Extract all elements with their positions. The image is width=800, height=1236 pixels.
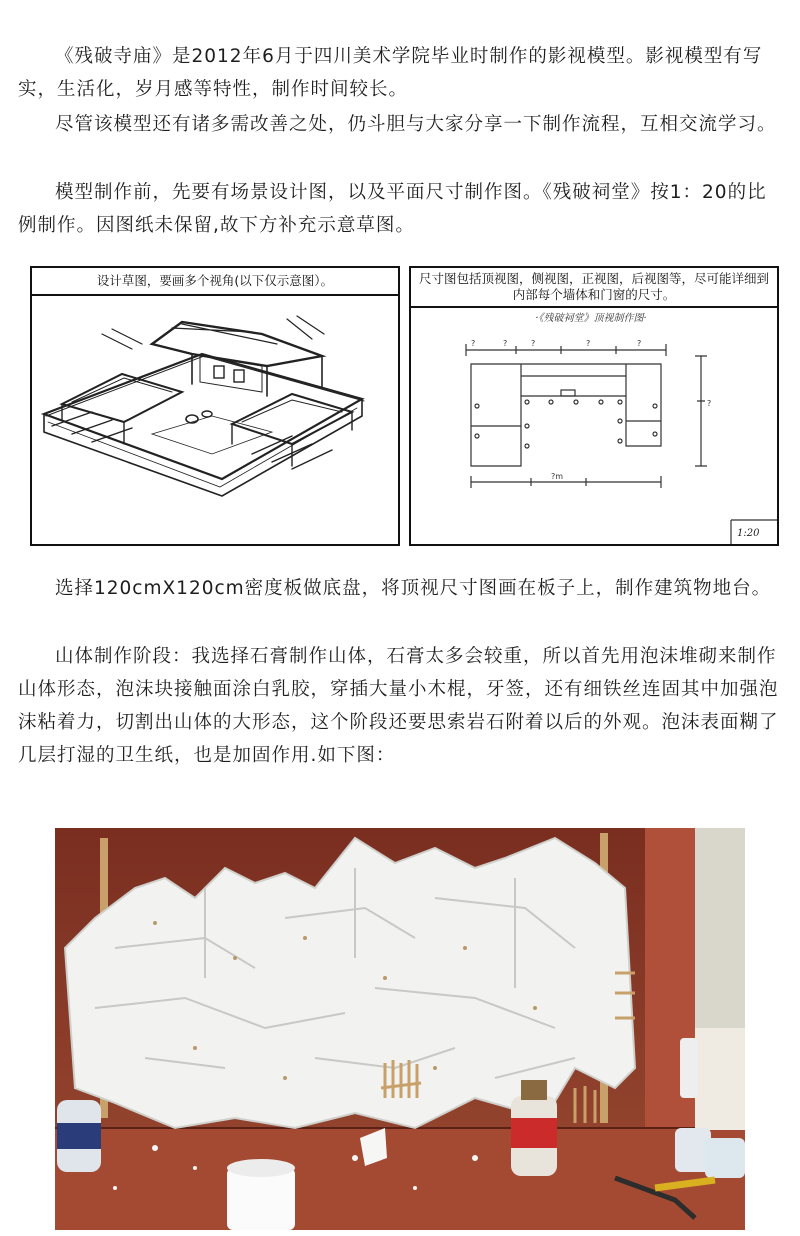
body-paragraph-5: 山体制作阶段：我选择石膏制作山体，石膏太多会较重，所以首先用泡沫堆砌来制作山体形态，泡沫块接触面涂白乳胶，穿插大量小木棍，牙签，还有细铁丝连固其中加强泡沫粘着力，切割出山体的大形态，这个阶段还要思索岩石附着以后的外观。泡沫表面糊了几层打湿的卫生纸，也是加固作用.如下图： [18, 646, 779, 766]
svg-text:?: ? [707, 399, 712, 408]
foam-mountain-photo [55, 828, 745, 1230]
svg-text:?: ? [503, 339, 508, 348]
svg-text:?: ? [471, 339, 476, 348]
design-sketch-panel [30, 266, 400, 546]
dimension-plan-panel [409, 266, 779, 546]
plan-scale-label: 1:20 [737, 528, 760, 539]
design-sketch-caption: 设计草图，要画多个视角(以下仅示意图）。 [32, 268, 398, 296]
dimension-plan-drawing [411, 306, 777, 544]
intro-paragraph-3: 模型制作前，先要有场景设计图，以及平面尺寸制作图。《残破祠堂》按1：20的比例制作。因图纸未保留,故下方补充示意草图。 [18, 182, 767, 236]
intro-paragraph-1: 《残破寺庙》是2012年6月于四川美术学院毕业时制作的影视模型。影视模型有写实，生活化，岁月感等特性，制作时间较长。 [18, 46, 763, 100]
design-sketch-drawing [32, 304, 398, 542]
intro-paragraph-2: 尽管该模型还有诸多需改善之处，仍斗胆与大家分享一下制作流程，互相交流学习。 [55, 114, 777, 135]
svg-text:?: ? [531, 339, 536, 348]
dimension-plan-caption: 尺寸图包括顶视图，侧视图，正视图，后视图等，尽可能详细到内部每个墙体和门窗的尺寸。 [411, 268, 777, 308]
body-paragraph-4: 选择120cmX120cm密度板做底盘，将顶视尺寸图画在板子上，制作建筑物地台。 [55, 578, 772, 599]
svg-text:?: ? [637, 339, 642, 348]
svg-text:?: ? [586, 339, 591, 348]
svg-text:?m: ?m [551, 472, 564, 481]
dimension-plan-title: ·《残破祠堂》顶视制作图· [535, 313, 647, 324]
